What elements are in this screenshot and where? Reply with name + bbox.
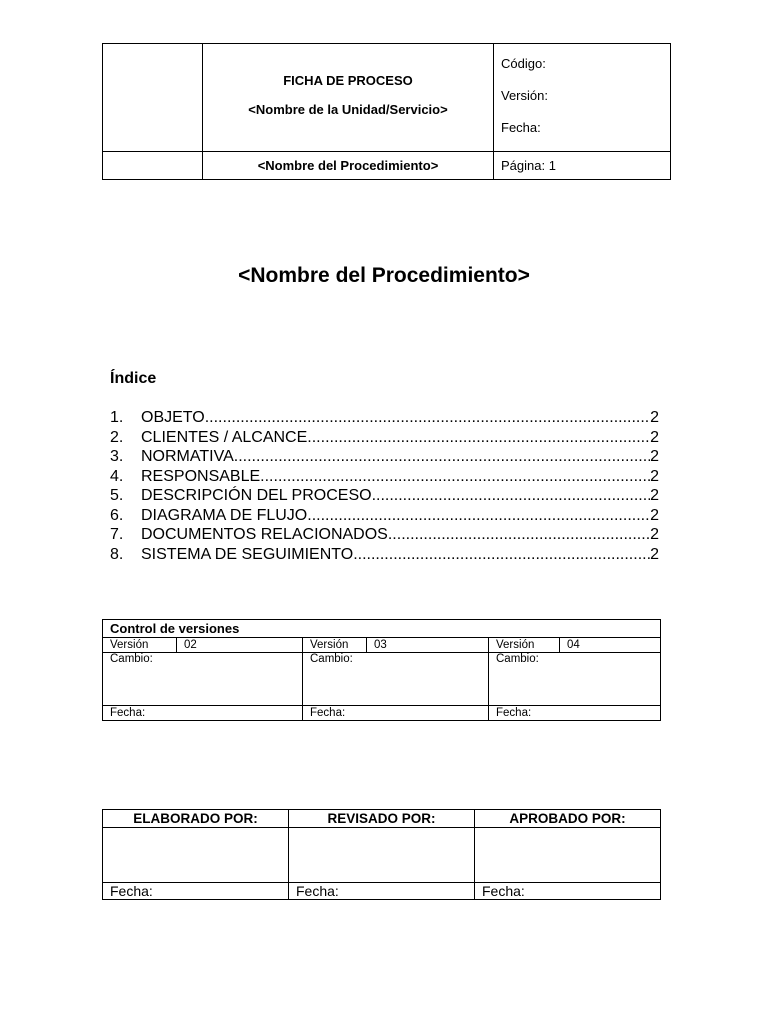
- logo-cell: [103, 44, 203, 152]
- aprobado-fecha[interactable]: Fecha:: [475, 883, 661, 900]
- index-item-page: 2: [650, 428, 659, 446]
- cambio-cell[interactable]: Cambio:: [489, 653, 661, 706]
- index-item-text: NORMATIVA: [141, 448, 234, 465]
- index-item-page: 2: [650, 506, 659, 524]
- version-cell: [303, 638, 489, 653]
- aprobado-signature[interactable]: [475, 828, 661, 883]
- index-item[interactable]: [110, 408, 659, 428]
- header-meta-cell: [494, 44, 671, 152]
- index-item-leader: [307, 428, 650, 448]
- header-version: Versión:: [501, 88, 548, 103]
- index-item-page: 2: [650, 467, 659, 485]
- index-list: [110, 408, 659, 564]
- elaborado-signature[interactable]: [103, 828, 289, 883]
- version-value[interactable]: 04: [559, 638, 580, 652]
- index-item[interactable]: [110, 545, 659, 565]
- index-item-number: 7.: [110, 526, 124, 543]
- version-fecha-cell[interactable]: Fecha:: [303, 706, 489, 721]
- aprobado-header: APROBADO POR:: [475, 810, 661, 828]
- revisado-fecha[interactable]: Fecha:: [289, 883, 475, 900]
- header-pagina: Página: 1: [494, 152, 671, 180]
- revisado-header: REVISADO POR:: [289, 810, 475, 828]
- index-item-leader: [234, 447, 650, 467]
- cambio-cell[interactable]: Cambio:: [303, 653, 489, 706]
- header-procedure: <Nombre del Procedimiento>: [203, 152, 494, 180]
- index-item-leader: [307, 506, 650, 526]
- index-item-leader: [205, 408, 650, 428]
- version-control-table: [102, 619, 661, 721]
- index-item-text: RESPONSABLE: [141, 467, 261, 485]
- index-item-leader: [388, 525, 650, 545]
- index-item[interactable]: [110, 447, 659, 467]
- header-title: FICHA DE PROCESO: [283, 73, 413, 88]
- version-label: Versión: [496, 639, 535, 651]
- index-heading: Índice: [110, 370, 157, 387]
- header-fecha: Fecha:: [501, 120, 541, 135]
- index-item-number: 5.: [110, 487, 124, 504]
- signoff-table: [102, 809, 661, 900]
- index-item[interactable]: [110, 525, 659, 545]
- index-item-number: 4.: [110, 467, 124, 485]
- index-item[interactable]: [110, 428, 659, 448]
- version-cell: [489, 638, 661, 653]
- index-item-leader: [353, 545, 650, 565]
- index-item-number: 8.: [110, 545, 124, 563]
- index-item[interactable]: [110, 467, 659, 487]
- index-item-leader: [260, 467, 650, 487]
- index-item-number: 2.: [110, 428, 124, 446]
- version-value[interactable]: 03: [366, 638, 387, 652]
- index-item-page: 2: [650, 409, 659, 426]
- index-item-number: 3.: [110, 448, 124, 465]
- version-label: Versión: [110, 639, 149, 651]
- version-fecha-cell[interactable]: Fecha:: [103, 706, 303, 721]
- index-item-page: 2: [650, 487, 659, 504]
- header-unit: <Nombre de la Unidad/Servicio>: [248, 102, 448, 117]
- version-control-heading: Control de versiones: [103, 620, 661, 638]
- version-label: Versión: [310, 639, 349, 651]
- header-table: [102, 43, 671, 180]
- index-item-text: DIAGRAMA DE FLUJO: [141, 506, 308, 524]
- index-item[interactable]: [110, 506, 659, 526]
- index-item-page: 2: [650, 526, 659, 543]
- elaborado-fecha[interactable]: Fecha:: [103, 883, 289, 900]
- elaborado-header: ELABORADO POR:: [103, 810, 289, 828]
- header-center-cell: [203, 44, 494, 152]
- header-empty-cell: [103, 152, 203, 180]
- index-item[interactable]: [110, 486, 659, 506]
- version-fecha-cell[interactable]: Fecha:: [489, 706, 661, 721]
- header-codigo: Código:: [501, 56, 546, 71]
- index-item-page: 2: [650, 545, 659, 563]
- index-item-text: CLIENTES / ALCANCE: [141, 428, 308, 446]
- document-title: <Nombre del Procedimiento>: [238, 264, 530, 287]
- index-item-text: DOCUMENTOS RELACIONADOS: [141, 526, 388, 543]
- cambio-cell[interactable]: Cambio:: [103, 653, 303, 706]
- index-item-number: 1.: [110, 409, 124, 426]
- index-item-text: OBJETO: [141, 409, 205, 426]
- index-item-page: 2: [650, 448, 659, 465]
- index-item-text: DESCRIPCIÓN DEL PROCESO: [141, 487, 372, 504]
- index-item-number: 6.: [110, 506, 124, 524]
- revisado-signature[interactable]: [289, 828, 475, 883]
- version-value[interactable]: 02: [176, 638, 197, 652]
- index-item-leader: [372, 486, 651, 506]
- index-item-text: SISTEMA DE SEGUIMIENTO: [141, 545, 354, 563]
- version-cell: [103, 638, 303, 653]
